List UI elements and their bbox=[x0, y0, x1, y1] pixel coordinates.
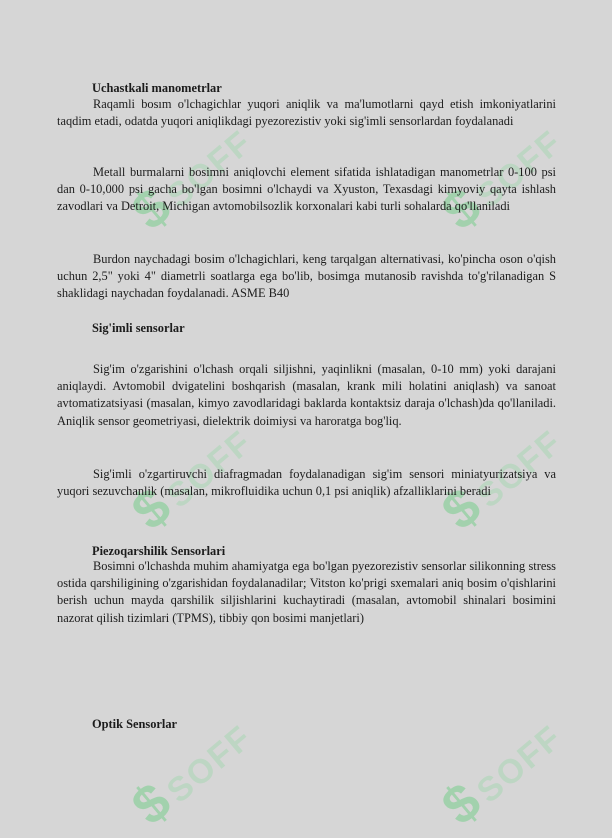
watermark-logo: $SOFF bbox=[430, 422, 570, 542]
paragraph: Bosimni o'lchashda muhim ahamiyatga ega bo'lgan pyezorezistiv sensorlar silikonning stress ostida qarshiligining o'zgarishidan foydalanadilar; Vitston ko'prigi sxemalari aniq bosim o'qishlarini berish uchun mayda qarshilik siljishlarini kuchaytiradi (masalan, avtomobil shinalari bosimini nazorat qilish tizimlari (TPMS), tibbiy qon bosimi manjetlari) bbox=[57, 559, 556, 625]
paragraph: Burdon naychadagi bosim o'lchagichlari, keng tarqalgan alternativasi, ko'pincha oson o'qish uchun 2,5" yoki 4" diametrli soatlarga ega bo'lib, bosimga mutanosib ravishda to'g'rilanadigan S shaklidagi naychadan foydalanadi. ASME B40 bbox=[57, 252, 556, 301]
paragraph: Sig'imli o'zgartiruvchi diafragmadan foydalanadigan sig'im sensori miniatyurizatsiya va yuqori sezuvchanlik (masalan, mikrofluidika uchun 0,1 psi aniqlik) afzalliklarini beradi bbox=[57, 467, 556, 499]
watermark-logo: $SOFF bbox=[430, 122, 570, 242]
watermark-logo: $SOFF bbox=[120, 122, 260, 242]
watermark-logo: $SOFF bbox=[120, 717, 260, 837]
section-heading-sigimli-sensorlar: Sig'imli sensorlar bbox=[92, 321, 185, 335]
section-heading-uchastkali-manometrlar: Uchastkali manometrlar bbox=[92, 81, 222, 95]
watermark-logo: $SOFF bbox=[120, 422, 260, 542]
paragraph: Sig'im o'zgarishini o'lchash orqali siljishni, yaqinlikni (masalan, 0-10 mm) yoki darajani aniqlaydi. Avtomobil dvigatelini boshqarish (masalan, krank mili holatini aniqlash) va sanoat avtomatizatsiyasi (masalan, kimyo zavodlaridagi baklarda kontaktsiz daraja o'lchash)da qo'llaniladi. Aniqlik sensor geometriyasi, dielektrik doimiysi va haroratga bog'liq. bbox=[57, 362, 556, 428]
section-heading-piezoqarshilik-sensorlari: Piezoqarshilik Sensorlari bbox=[92, 544, 226, 558]
paragraph: Raqamli bosım o'lchagichlar yuqori aniqlik va ma'lumotlarni qayd etish imkoniyatlarini taqdim etadi, odatda yuqori aniqlikdagi pyezorezistiv yoki sig'imli sensorlardan foydalanadi bbox=[57, 97, 556, 129]
watermark-logo: $SOFF bbox=[430, 717, 570, 837]
paragraph: Metall burmalarni bosimni aniqlovchi element sifatida ishlatadigan manometrlar 0-100 psi dan 0-10,000 psi gacha bo'lgan bosimni o'lchaydi va Xyuston, Texasdagi kimyoviy qayta ishlash zavodlari va Detroit, Michigan avtomobilsozlik korxonalari kabi turli sohalarda qo'llaniladi bbox=[57, 165, 556, 214]
section-heading-optik-sensorlar: Optik Sensorlar bbox=[92, 717, 178, 731]
